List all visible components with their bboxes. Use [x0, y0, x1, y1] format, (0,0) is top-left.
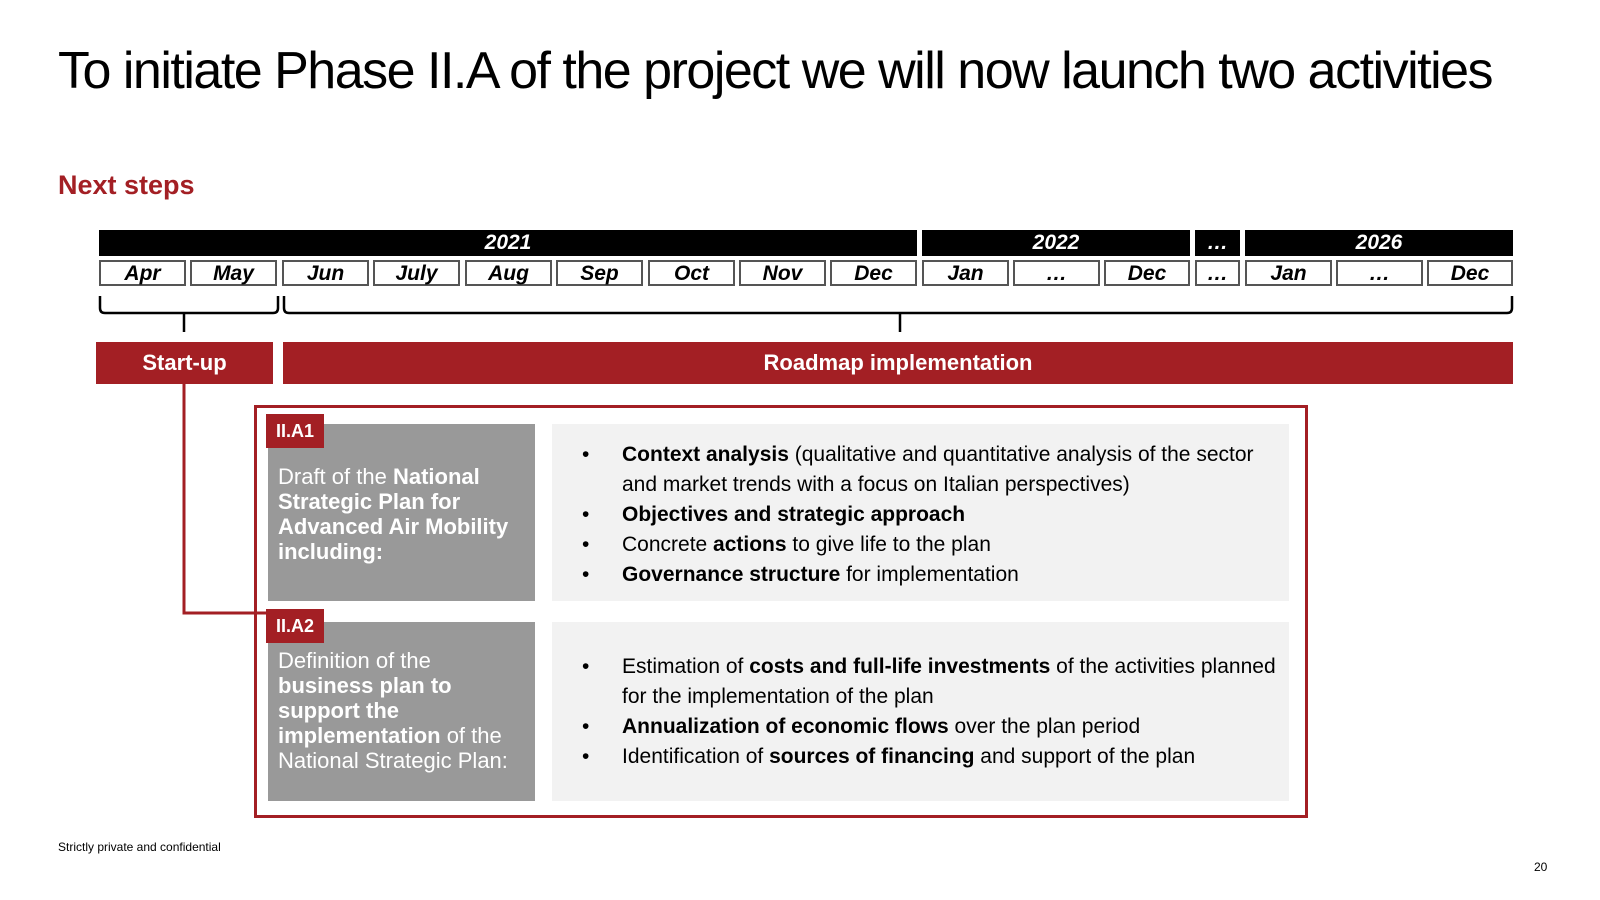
bullet-item — [552, 530, 1279, 560]
bullet-text: Identification of — [622, 745, 770, 768]
bullet-text: Estimation of — [622, 655, 750, 678]
startup-brace — [100, 296, 278, 332]
month-may: May — [190, 260, 277, 286]
month-dec-2021: Dec — [830, 260, 917, 286]
page-number: 20 — [1534, 860, 1548, 874]
month-sep: Sep — [556, 260, 643, 286]
month-jan-2022: Jan — [922, 260, 1009, 286]
activity-2-panel — [552, 622, 1289, 801]
activity-2-tag: II.A2 — [266, 609, 324, 643]
bullet-item — [552, 742, 1279, 772]
activity-2-heading-text: business plan to support the implementation — [278, 673, 452, 748]
bullet-item — [552, 652, 1279, 712]
bullet-text: Context analysis — [622, 443, 789, 466]
month-dec-2022: Dec — [1104, 260, 1190, 286]
bullet-text: Annualization of economic flows — [622, 715, 949, 738]
month-july: July — [373, 260, 460, 286]
activity-1-heading-text: Draft of the — [278, 464, 393, 489]
year-ellipsis: … — [1195, 230, 1240, 256]
year-2022: 2022 — [922, 230, 1190, 256]
bullet-text: for implementation — [840, 563, 1019, 586]
activity-1-bullets — [552, 440, 1289, 590]
activity-1-heading — [268, 424, 535, 601]
bullet-text: of the activities planned for the implementation of the plan — [622, 655, 1276, 708]
bullet-text: Governance structure — [622, 563, 841, 586]
roadmap-brace — [284, 296, 1512, 332]
bullet-item — [552, 440, 1279, 500]
phase-roadmap: Roadmap implementation — [283, 342, 1513, 384]
activity-1-panel — [552, 424, 1289, 601]
phase-startup: Start-up — [96, 342, 273, 384]
bullet-item — [552, 500, 1279, 530]
month-oct: Oct — [648, 260, 735, 286]
activity-1-heading-text: National Strategic Plan for Advanced Air Mobility including: — [278, 464, 509, 564]
bullet-text: actions — [713, 533, 787, 556]
month-nov: Nov — [739, 260, 826, 286]
bullet-text: costs and full-life investments — [749, 655, 1051, 678]
page-subtitle: Next steps — [58, 170, 195, 200]
bullet-text: Objectives and strategic approach — [622, 503, 966, 526]
bullet-item — [552, 712, 1279, 742]
month-ellipsis: … — [1195, 260, 1240, 286]
page-title: To initiate Phase II.A of the project we will now launch two activities — [58, 42, 1493, 100]
activity-2-heading-text: Definition of the — [278, 648, 431, 673]
bullet-text: over the plan period — [948, 715, 1141, 738]
bullet-text: sources of financing — [769, 745, 975, 768]
month-jan-2026: Jan — [1245, 260, 1332, 286]
month-apr: Apr — [99, 260, 186, 286]
activity-2-heading-text: of the National Strategic Plan: — [278, 723, 508, 773]
activity-2-bullets — [552, 652, 1289, 772]
month-ellipsis-2022: … — [1013, 260, 1100, 286]
year-2026: 2026 — [1245, 230, 1513, 256]
month-aug: Aug — [465, 260, 552, 286]
activity-1-tag: II.A1 — [266, 414, 324, 448]
bullet-text: to give life to the plan — [786, 533, 991, 556]
month-ellipsis-2026: … — [1336, 260, 1423, 286]
year-2021: 2021 — [99, 230, 917, 256]
bullet-text: (qualitative and quantitative analysis of the sector and market trends with a focus on Italian perspectives) — [622, 443, 1254, 496]
bullet-text: Concrete — [622, 533, 714, 556]
month-dec-2026: Dec — [1427, 260, 1513, 286]
month-jun: Jun — [282, 260, 369, 286]
bullet-item — [552, 560, 1279, 590]
activity-2-heading — [268, 622, 535, 801]
footer-confidential: Strictly private and confidential — [58, 840, 221, 854]
bullet-text: and support of the plan — [974, 745, 1196, 768]
